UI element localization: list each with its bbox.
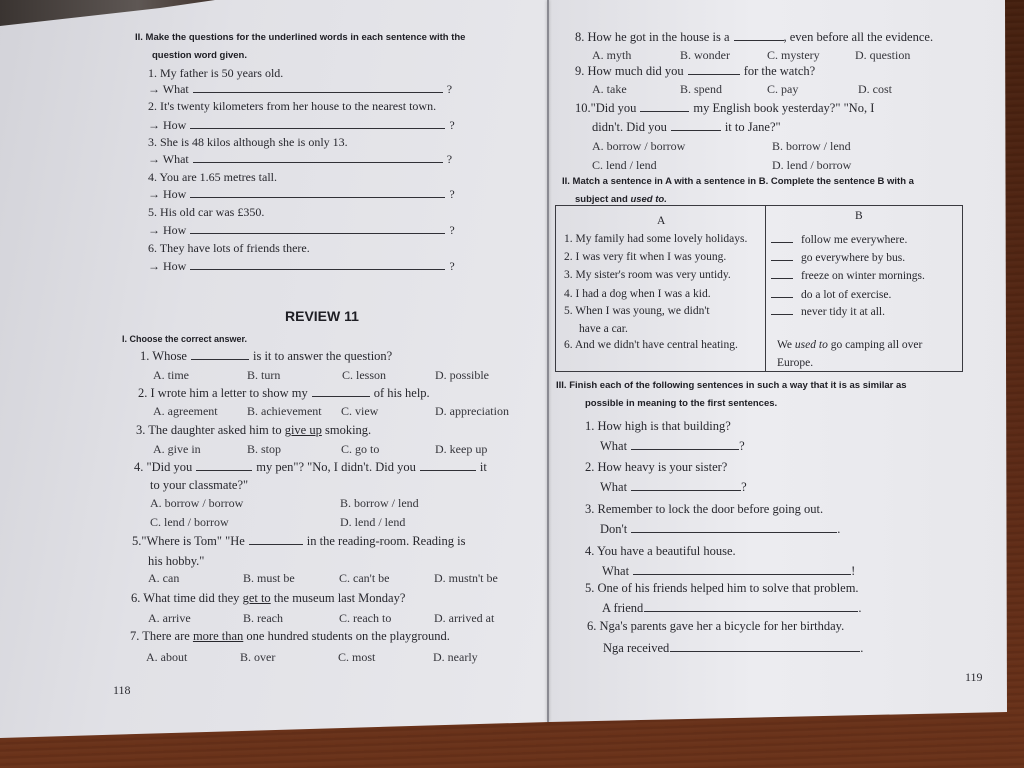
question-5 <box>132 534 465 548</box>
option-c: C. view <box>341 404 379 418</box>
answer-blank <box>771 287 793 298</box>
table-cell-b <box>771 287 891 302</box>
make-questions-heading: II. Make the questions for the underlined words in each sentence with the <box>135 32 466 43</box>
question-text: in the reading-room. Reading is <box>306 534 466 548</box>
option-d: D. lend / borrow <box>772 158 852 172</box>
question-text: 7. There are <box>130 629 193 643</box>
answer-prompt: → What <box>148 152 189 166</box>
rewrite-answer-line <box>600 480 747 494</box>
answer-blank <box>640 101 689 112</box>
option-c: C. can't be <box>339 571 390 585</box>
book-gutter <box>547 0 549 722</box>
option-c: C. lesson <box>342 368 387 382</box>
answer-blank <box>771 268 793 279</box>
answer-blank <box>190 259 445 270</box>
answer-start: Nga received <box>603 641 670 655</box>
rewrite-sentence: 5. One of his friends helped him to solve that problem. <box>585 581 859 595</box>
table-cell-b-cont: Europe. <box>777 357 814 369</box>
question-text: smoking. <box>321 423 372 437</box>
cell-text: do a lot of exercise. <box>801 289 892 301</box>
cell-text: freeze on winter mornings. <box>801 270 925 282</box>
answer-blank <box>191 349 249 360</box>
table-cell-b <box>771 232 907 247</box>
question-text: my English book yesterday?" "No, I <box>693 101 875 115</box>
question-sentence: 3. She is 48 kilos although she is only 13. <box>148 135 348 149</box>
rewrite-sentence: 6. Nga's parents gave her a bicycle for her birthday. <box>587 619 845 633</box>
cell-emphasis: used to <box>794 339 828 351</box>
question-text: 3. The daughter asked him to <box>136 423 285 437</box>
answer-prompt: → How <box>148 187 187 201</box>
answer-start: What <box>600 439 628 453</box>
answer-blank <box>734 30 784 41</box>
answer-line <box>148 259 455 273</box>
table-cell-a: 1. My family had some lovely holidays. <box>564 233 748 245</box>
answer-end: ! <box>851 564 856 578</box>
answer-blank <box>633 564 851 575</box>
option-d: D. appreciation <box>435 404 509 418</box>
answer-end: . <box>860 641 864 655</box>
answer-blank <box>671 120 721 131</box>
answer-end: ? <box>739 439 745 453</box>
option-d: D. mustn't be <box>434 571 498 585</box>
option-a: A. give in <box>153 442 201 456</box>
question-text: 1. Whose <box>140 349 187 363</box>
answer-blank <box>420 460 476 471</box>
option-b: B. wonder <box>680 48 730 62</box>
answer-line <box>148 82 452 96</box>
answer-line <box>148 152 452 166</box>
question-1 <box>140 349 392 363</box>
rewrite-heading-cont: possible in meaning to the first sentences. <box>585 398 778 409</box>
option-a: A. about <box>146 650 188 664</box>
question-6 <box>131 591 405 605</box>
answer-blank <box>631 522 837 533</box>
page-number-right: 119 <box>965 670 983 684</box>
table-cell-b-example <box>777 338 922 352</box>
answer-end: ? <box>449 118 455 132</box>
answer-prompt: → What <box>148 82 189 96</box>
match-heading: II. Match a sentence in A with a sentence in B. Complete the sentence B with a <box>562 176 914 187</box>
answer-prompt: → How <box>148 118 187 132</box>
question-sentence: 5. His old car was £350. <box>148 205 265 219</box>
answer-blank <box>190 223 445 234</box>
option-a: A. agreement <box>153 404 218 418</box>
answer-end: . <box>837 522 841 536</box>
answer-blank <box>771 232 793 243</box>
question-text: 10."Did you <box>575 101 637 115</box>
option-d: D. question <box>855 48 911 62</box>
answer-blank <box>631 480 741 491</box>
cell-text: go camping all over <box>827 339 923 351</box>
question-9 <box>575 64 815 78</box>
option-c: C. most <box>338 650 376 664</box>
rewrite-sentence: 2. How heavy is your sister? <box>585 460 728 474</box>
match-table <box>555 205 963 372</box>
option-d: D. nearly <box>433 650 478 664</box>
rewrite-answer-line <box>600 522 840 536</box>
answer-start: What <box>602 564 630 578</box>
question-5-cont: his hobby." <box>148 554 205 568</box>
question-sentence: 4. You are 1.65 metres tall. <box>148 170 277 184</box>
question-text: one hundred students on the playground. <box>243 629 450 643</box>
column-header-b: B <box>855 210 863 222</box>
question-text: didn't. Did you <box>592 120 667 134</box>
answer-line <box>148 223 455 237</box>
table-cell-b <box>771 304 885 319</box>
question-10-cont <box>592 120 781 134</box>
question-text: is it to answer the question? <box>253 349 393 363</box>
option-b: B. spend <box>680 82 722 96</box>
option-d: D. keep up <box>435 442 488 456</box>
table-cell-a: 4. I had a dog when I was a kid. <box>564 288 711 300</box>
question-8 <box>575 30 933 44</box>
rewrite-answer-line <box>603 641 863 655</box>
question-text: of his help. <box>373 386 430 400</box>
option-b: B. borrow / lend <box>772 139 851 153</box>
heading-text: subject and <box>575 194 631 205</box>
answer-blank <box>670 641 860 652</box>
table-cell-a: 5. When I was young, we didn't <box>564 305 710 317</box>
table-column-divider <box>765 206 766 371</box>
question-text: it <box>479 460 487 474</box>
option-b: B. achievement <box>247 404 322 418</box>
answer-blank <box>688 64 740 75</box>
answer-blank <box>190 187 445 198</box>
question-text: 4. "Did you <box>134 460 193 474</box>
option-d: D. possible <box>435 368 489 382</box>
answer-start: Don't <box>600 522 628 536</box>
question-text: my pen"? "No, I didn't. Did you <box>256 460 416 474</box>
answer-prompt: → How <box>148 259 187 273</box>
option-b: B. turn <box>247 368 281 382</box>
answer-end: . <box>858 601 862 615</box>
table-cell-a: 6. And we didn't have central heating. <box>564 339 738 351</box>
option-c: C. pay <box>767 82 799 96</box>
option-a: A. time <box>153 368 189 382</box>
question-2 <box>138 386 430 400</box>
answer-blank <box>249 534 303 545</box>
option-c: C. mystery <box>767 48 820 62</box>
question-4-cont: to your classmate?" <box>150 478 249 492</box>
answer-line <box>148 118 455 132</box>
option-c: C. lend / borrow <box>150 515 229 529</box>
answer-blank <box>196 460 252 471</box>
rewrite-answer-line <box>600 439 745 453</box>
cell-text: follow me everywhere. <box>801 234 908 246</box>
underlined-phrase: more than <box>192 629 244 643</box>
question-sentence: 1. My father is 50 years old. <box>148 66 284 80</box>
underlined-phrase: get to <box>242 591 271 605</box>
question-text: for the watch? <box>743 64 816 78</box>
answer-end: ? <box>449 223 455 237</box>
review-title: REVIEW 11 <box>285 308 359 324</box>
question-text: 5."Where is Tom" "He <box>132 534 245 548</box>
rewrite-answer-line <box>602 601 861 615</box>
option-c: C. go to <box>341 442 380 456</box>
question-sentence: 2. It's twenty kilometers from her house to the nearest town. <box>148 99 437 113</box>
rewrite-heading: III. Finish each of the following sentences in such a way that it is as similar as <box>556 380 907 391</box>
rewrite-sentence: 4. You have a beautiful house. <box>585 544 736 558</box>
rewrite-sentence: 1. How high is that building? <box>585 419 731 433</box>
answer-blank <box>193 152 443 163</box>
answer-end: ? <box>449 187 455 201</box>
answer-start: What <box>600 480 628 494</box>
option-a: A. borrow / borrow <box>592 139 686 153</box>
question-text: , even before all the evidence. <box>783 30 934 44</box>
option-a: A. take <box>592 82 627 96</box>
option-b: B. reach <box>243 611 283 625</box>
question-text: it to Jane?" <box>724 120 781 134</box>
option-a: A. arrive <box>148 611 191 625</box>
underlined-phrase: give up <box>284 423 322 437</box>
column-header-a: A <box>657 215 666 227</box>
answer-blank <box>644 601 858 612</box>
question-sentence: 6. They have lots of friends there. <box>148 241 310 255</box>
question-7 <box>130 629 450 643</box>
rewrite-sentence: 3. Remember to lock the door before going out. <box>585 502 824 516</box>
question-text: the museum last Monday? <box>270 591 406 605</box>
table-cell-a: 3. My sister's room was very untidy. <box>564 269 731 281</box>
answer-blank <box>771 304 793 315</box>
answer-prompt: → How <box>148 223 187 237</box>
answer-blank <box>190 118 445 129</box>
answer-blank <box>312 386 370 397</box>
answer-blank <box>771 250 793 261</box>
table-cell-a-cont: have a car. <box>579 323 628 335</box>
option-b: B. stop <box>247 442 282 456</box>
option-a: A. borrow / borrow <box>150 496 244 510</box>
question-3 <box>136 423 371 437</box>
answer-end: ? <box>446 152 453 166</box>
table-cell-b <box>771 268 925 283</box>
option-b: B. must be <box>243 571 295 585</box>
question-text: 6. What time did they <box>131 591 243 605</box>
table-cell-b <box>771 250 905 265</box>
option-d: D. lend / lend <box>340 515 406 529</box>
cell-text: We <box>777 339 795 351</box>
answer-end: ? <box>446 82 453 96</box>
question-text: 2. I wrote him a letter to show my <box>138 386 308 400</box>
question-4 <box>134 460 487 474</box>
question-text: 9. How much did you <box>575 64 684 78</box>
heading-emphasis: used to. <box>630 194 667 205</box>
choose-answer-heading: I. Choose the correct answer. <box>122 334 248 344</box>
answer-line <box>148 187 455 201</box>
answer-blank <box>631 439 739 450</box>
option-a: A. myth <box>592 48 632 62</box>
answer-end: ? <box>741 480 747 494</box>
option-c: C. reach to <box>339 611 392 625</box>
option-b: B. over <box>240 650 276 664</box>
answer-start: A friend <box>602 601 644 615</box>
cell-text: go everywhere by bus. <box>801 252 906 264</box>
option-d: D. arrived at <box>434 611 495 625</box>
option-a: A. can <box>148 571 180 585</box>
page-number-left: 118 <box>113 683 131 697</box>
rewrite-answer-line <box>602 564 855 578</box>
question-text: 8. How he got in the house is a <box>575 30 730 44</box>
answer-blank <box>193 82 443 93</box>
answer-end: ? <box>449 259 455 273</box>
cell-text: never tidy it at all. <box>801 306 885 318</box>
question-10 <box>575 101 874 115</box>
make-questions-heading-cont: question word given. <box>152 50 248 61</box>
option-b: B. borrow / lend <box>340 496 419 510</box>
option-d: D. cost <box>858 82 892 96</box>
option-c: C. lend / lend <box>592 158 657 172</box>
table-cell-a: 2. I was very fit when I was young. <box>564 251 727 263</box>
